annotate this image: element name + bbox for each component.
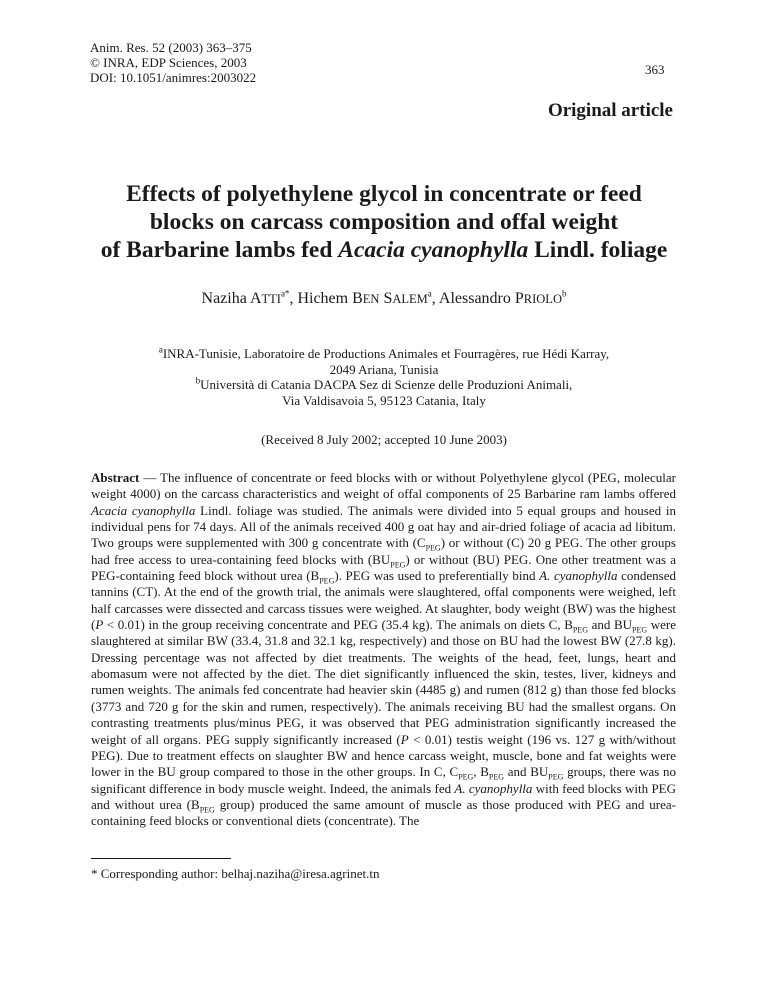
author-3: Alessandro PRIOLO$^b$ <box>438 288 567 307</box>
page-number: 363 <box>645 62 665 77</box>
doi-line: DOI: 10.1051/animres:2003022 <box>90 70 257 85</box>
title-line-1: Effects of polyethylene glycol in concentrate or feed <box>126 181 642 207</box>
article-type-label: Original article <box>547 100 673 121</box>
title-line-2: blocks on carcass composition and offal weight <box>149 209 619 235</box>
footnote-divider <box>91 858 231 859</box>
abstract-heading: Abstract <box>91 470 140 485</box>
corresponding-author-footnote: * Corresponding author: belhaj.naziha@iresa.agrinet.tn <box>91 866 380 881</box>
affiliation-a-line-1: $^a$INRA-Tunisie, Laboratoire de Productions Animales et Fourragères, rue Hédi Karray, <box>158 344 610 361</box>
received-accepted-dates: (Received 8 July 2002; accepted 10 June 2003) <box>261 432 507 447</box>
author-2: Hichem BEN SALEM$^a$, <box>297 288 439 307</box>
article-title <box>60 180 708 264</box>
copyright-line: © INRA, EDP Sciences, 2003 <box>90 55 247 70</box>
abstract-paragraph: Abstract — The influence of concentrate or feed blocks with or without Polyethylene glycol (PEG, molecular weight 4000) on the carcass characteristics and weight of offal components of 25 Barbarine ram lambs offered Acacia cyanophylla Lindl. foliage was studied. The animals were divided into 5 equal groups and housed in individual pens for 74 days. All of the animals received 400 g oat hay and air-dried foliage of acacia ad libitum. Two groups were supplemented with 300 g concentrate with $(C_{PEG})$ or without (C) 20 g PEG. The other groups had free access to urea-containing feed blocks with $(BU_{PEG})$ or without (BU) PEG. One other treatment was a PEG-containing feed block without urea $(B_{PEG})$. PEG was used to preferentially bind A. cyanophylla condensed tannins (CT). At the end of the growth trial, the animals were slaughtered, offal components were weighed, left half carcasses were dissected and carcass tissues were weighed. At slaughter, body weight (BW) was the highest (P < 0.01) in the group receiving concentrate and PEG (35.4 kg). The animals on diets C, $B_{PEG}$ and $BU_{PEG}$ were slaughtered at similar BW (33.4, 31.8 and 32.1 kg, respectively) and those on BU had the lowest BW (27.8 kg). Dressing percentage was not affected by diet treatments. The weights of the head, feet, lungs, heart and abomasum were not affected by the diet. The diet significantly influenced the skin, testes, liver, kidneys and rumen weights. The animals fed concentrate had heavier skin (4485 g) and rumen (812 g) than those fed blocks (3773 and 720 g for the skin and rumen, respectively). The animals receiving BU had the smallest organs. On contrasting treatments plus/minus PEG, it was observed that PEG administration significantly increased the weight of all organs. PEG supply significantly increased (P < 0.01) testis weight (196 vs. 127 g with/without PEG). Due to treatment effects on slaughter BW and hence carcass weight, muscle, bone and fat weights were lower in the BU group compared to those in the other groups. In C, $C_{PEG}$, $B_{PEG}$ and $BU_{PEG}$ groups, there was no significant difference in body muscle weight. Indeed, the animals fed A. cyanophylla with feed blocks with PEG and without urea ($B_{PEG}$ group) produced the same amount of muscle as those produced with PEG and urea-containing feed blocks or conventional diets (concentrate). The <box>91 470 677 829</box>
affiliation-b-line-2: Via Valdisavoia 5, 95123 Catania, Italy <box>282 392 486 408</box>
affiliation-b-line-1: $^b$Università di Catania DACPA Sez di Scienze delle Produzioni Animali, <box>195 375 573 392</box>
title-species-name: Acacia cyanophylla <box>338 237 529 263</box>
affiliation-a-line-2: 2049 Ariana, Tunisia <box>329 361 439 377</box>
author-1: Naziha $ATTI^{a*}$, <box>201 288 298 307</box>
title-line-3-start: of Barbarine lambs fed <box>100 237 339 263</box>
affiliations <box>60 346 708 408</box>
author-list <box>60 290 708 308</box>
journal-citation-block <box>90 40 256 85</box>
title-line-3 <box>60 236 708 264</box>
title-line-3-end: Lindl. foliage <box>528 237 668 263</box>
journal-citation: Anim. Res. 52 (2003) 363–375 <box>90 40 252 55</box>
